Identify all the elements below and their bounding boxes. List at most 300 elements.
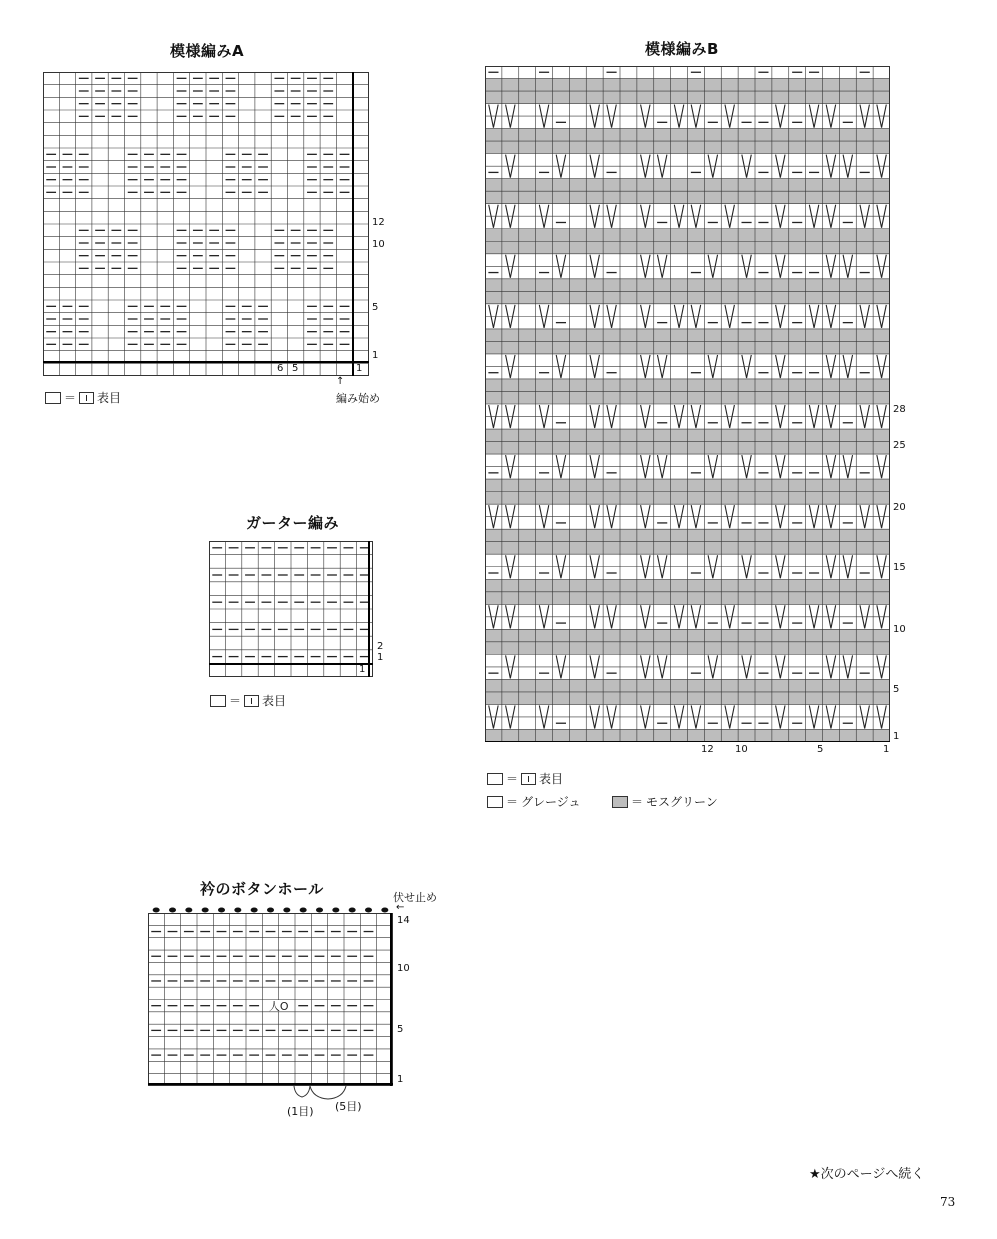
green-cell [654,379,671,392]
green-cell [688,692,705,705]
green-cell [755,91,772,104]
column-number: 10 [735,744,748,755]
green-cell [586,479,603,492]
green-cell [839,542,856,555]
green-cell [738,129,755,142]
blank-square-icon [487,796,503,808]
green-cell [704,279,721,292]
green-cell [485,379,502,392]
green-cell [839,141,856,154]
green-cell [755,592,772,605]
green-cell [806,429,823,442]
green-cell [553,229,570,242]
green-cell [637,229,654,242]
green-cell [789,241,806,254]
green-cell [569,329,586,342]
green-cell [704,379,721,392]
green-cell [519,429,536,442]
green-cell [873,479,890,492]
green-cell [823,542,840,555]
row-number: 12 [372,217,385,228]
green-cell [654,692,671,705]
green-cell [637,379,654,392]
green-cell [721,442,738,455]
green-cell [704,291,721,304]
green-cell [553,379,570,392]
bind-off-dot [300,908,307,913]
green-cell [603,179,620,192]
buttonhole-symbols: 人O [268,999,289,1013]
green-cell [519,592,536,605]
green-cell [772,291,789,304]
column-number: 1 [356,363,363,374]
bind-off-dot [316,908,323,913]
green-cell [637,141,654,154]
green-cell [738,679,755,692]
green-cell [553,592,570,605]
green-cell [738,229,755,242]
green-cell [569,629,586,642]
green-cell [856,291,873,304]
green-cell [654,391,671,404]
green-cell [721,642,738,655]
green-cell [789,179,806,192]
green-cell [688,341,705,354]
green-cell [637,91,654,104]
green-cell [671,329,688,342]
green-cell [519,542,536,555]
green-cell [789,429,806,442]
green-cell [839,629,856,642]
green-cell [839,479,856,492]
green-cell [856,279,873,292]
green-cell [873,642,890,655]
green-cell [704,129,721,142]
green-cell [789,341,806,354]
column-number: 12 [701,744,714,755]
green-cell [586,692,603,705]
green-cell [772,79,789,92]
green-cell [485,642,502,655]
green-cell [806,91,823,104]
green-cell [873,442,890,455]
green-cell [873,229,890,242]
green-cell [569,529,586,542]
green-cell [738,729,755,742]
green-cell [789,629,806,642]
green-cell [553,279,570,292]
green-cell [620,141,637,154]
green-cell [637,492,654,505]
green-cell [637,529,654,542]
green-cell [553,692,570,705]
green-cell [823,229,840,242]
green-cell [823,642,840,655]
green-cell [772,679,789,692]
green-cell [654,329,671,342]
green-cell [704,492,721,505]
green-cell [502,191,519,204]
green-cell [536,379,553,392]
green-cell [502,429,519,442]
green-cell [519,279,536,292]
green-cell [586,679,603,692]
green-cell [620,229,637,242]
count-5-label: (5目) [335,1100,362,1113]
green-cell [738,542,755,555]
green-cell [806,729,823,742]
green-cell [704,442,721,455]
green-cell [637,129,654,142]
green-cell [502,642,519,655]
green-cell [519,179,536,192]
green-cell [637,241,654,254]
green-cell [738,329,755,342]
green-cell [806,391,823,404]
green-cell [704,79,721,92]
green-cell [654,191,671,204]
green-cell [806,329,823,342]
green-cell [620,542,637,555]
green-cell [637,629,654,642]
green-cell [569,642,586,655]
green-cell [721,579,738,592]
green-cell [755,492,772,505]
green-cell [873,141,890,154]
green-cell [789,91,806,104]
green-cell [620,279,637,292]
green-cell [856,642,873,655]
green-cell [839,642,856,655]
green-cell [806,529,823,542]
green-cell [721,91,738,104]
green-cell [806,379,823,392]
green-cell [620,692,637,705]
green-cell [772,329,789,342]
green-cell [485,191,502,204]
green-cell [671,291,688,304]
green-cell [738,91,755,104]
green-cell [688,729,705,742]
green-cell [569,191,586,204]
green-cell [688,291,705,304]
green-cell [654,629,671,642]
green-cell [789,592,806,605]
green-cell [485,291,502,304]
green-cell [721,542,738,555]
green-cell [569,241,586,254]
green-cell [688,329,705,342]
green-cell [873,341,890,354]
green-cell [536,592,553,605]
gray-square-icon [612,796,628,808]
green-cell [772,692,789,705]
green-cell [772,179,789,192]
green-cell [654,241,671,254]
green-cell [553,241,570,254]
green-cell [502,129,519,142]
green-cell [856,241,873,254]
green-cell [502,542,519,555]
green-cell [654,642,671,655]
green-cell [806,642,823,655]
green-cell [586,629,603,642]
green-cell [772,579,789,592]
green-cell [688,529,705,542]
green-cell [873,579,890,592]
green-cell [502,391,519,404]
green-cell [519,729,536,742]
legend-equals: ＝ [506,772,519,786]
legend-text: グレージュ [521,795,581,809]
green-cell [823,241,840,254]
green-cell [603,579,620,592]
pattern-a-title: 模様編みA [170,42,245,60]
green-cell [806,442,823,455]
green-cell [536,642,553,655]
green-cell [704,529,721,542]
green-cell [671,179,688,192]
green-cell [536,179,553,192]
green-cell [789,229,806,242]
green-cell [603,642,620,655]
green-cell [839,229,856,242]
green-cell [671,229,688,242]
green-cell [873,629,890,642]
green-cell [485,241,502,254]
green-cell [553,579,570,592]
green-cell [586,341,603,354]
green-cell [654,442,671,455]
green-cell [755,179,772,192]
green-cell [806,291,823,304]
green-cell [603,629,620,642]
green-cell [586,391,603,404]
green-cell [586,191,603,204]
pattern-a-chart [43,72,369,376]
green-cell [721,379,738,392]
green-cell [620,592,637,605]
green-cell [839,341,856,354]
green-cell [806,692,823,705]
green-cell [856,729,873,742]
green-cell [688,279,705,292]
green-cell [569,679,586,692]
green-cell [755,542,772,555]
knit-stitch-icon [79,392,94,404]
green-cell [620,492,637,505]
pattern-b-legend-knit [487,770,563,787]
green-cell [789,279,806,292]
green-cell [519,379,536,392]
bind-off-dot [153,908,160,913]
green-cell [772,442,789,455]
green-cell [671,679,688,692]
green-cell [671,592,688,605]
green-cell [823,492,840,505]
green-cell [569,141,586,154]
green-cell [688,542,705,555]
green-cell [823,592,840,605]
green-cell [519,91,536,104]
green-cell [856,329,873,342]
green-cell [772,391,789,404]
green-cell [637,429,654,442]
green-cell [671,542,688,555]
green-cell [823,141,840,154]
green-cell [519,79,536,92]
green-cell [671,442,688,455]
knit-stitch-icon [521,773,536,785]
green-cell [789,329,806,342]
green-cell [502,229,519,242]
green-cell [569,492,586,505]
green-cell [586,529,603,542]
green-cell [553,479,570,492]
green-cell [738,379,755,392]
bind-off-dot [251,908,258,913]
green-cell [856,629,873,642]
green-cell [485,492,502,505]
row-number: 5 [397,1024,404,1035]
green-cell [755,241,772,254]
green-cell [671,492,688,505]
green-cell [721,592,738,605]
green-cell [603,542,620,555]
green-cell [856,542,873,555]
green-cell [603,692,620,705]
green-cell [721,629,738,642]
green-cell [536,692,553,705]
continued-note: ★次のページへ続く [809,1167,925,1182]
green-cell [603,492,620,505]
buttonhole-svg [148,913,393,1086]
green-cell [688,191,705,204]
green-cell [654,479,671,492]
row-number: 10 [397,963,410,974]
green-cell [519,391,536,404]
row-number: 14 [397,915,410,926]
green-cell [738,592,755,605]
bind-off-label: 伏せ止め [393,891,437,904]
green-cell [620,129,637,142]
green-cell [519,579,536,592]
green-cell [688,492,705,505]
column-number: 5 [292,363,299,374]
green-cell [721,679,738,692]
green-cell [620,642,637,655]
green-cell [721,241,738,254]
green-cell [620,479,637,492]
green-cell [553,729,570,742]
green-cell [755,692,772,705]
green-cell [637,442,654,455]
green-cell [536,442,553,455]
green-cell [772,141,789,154]
green-cell [873,492,890,505]
green-cell [502,679,519,692]
green-cell [704,329,721,342]
green-cell [654,341,671,354]
green-cell [502,692,519,705]
green-cell [620,241,637,254]
green-cell [806,241,823,254]
green-cell [839,729,856,742]
green-cell [553,442,570,455]
green-cell [586,141,603,154]
green-cell [654,229,671,242]
green-cell [569,341,586,354]
green-cell [839,492,856,505]
green-cell [485,141,502,154]
green-cell [755,529,772,542]
green-cell [671,279,688,292]
green-cell [772,191,789,204]
green-cell [772,492,789,505]
green-cell [654,291,671,304]
green-cell [637,391,654,404]
green-cell [823,679,840,692]
green-cell [772,129,789,142]
green-cell [637,341,654,354]
bind-off-dot [234,908,241,913]
green-cell [485,679,502,692]
green-cell [620,179,637,192]
green-cell [688,241,705,254]
green-cell [839,179,856,192]
green-cell [536,279,553,292]
green-cell [721,529,738,542]
green-cell [485,479,502,492]
green-cell [721,79,738,92]
green-cell [755,279,772,292]
bind-off-dot [283,908,290,913]
row-number: 10 [893,624,906,635]
green-cell [485,79,502,92]
green-cell [738,692,755,705]
green-cell [603,679,620,692]
green-cell [823,79,840,92]
green-cell [620,379,637,392]
green-cell [755,429,772,442]
row-number: 15 [893,562,906,573]
green-cell [485,129,502,142]
green-cell [654,492,671,505]
pattern-a-legend [45,389,121,406]
green-cell [603,79,620,92]
pattern-b-legend-greige [487,793,581,810]
green-cell [620,442,637,455]
pattern-b-svg [485,66,890,742]
green-cell [873,291,890,304]
green-cell [721,429,738,442]
green-cell [671,629,688,642]
green-cell [755,379,772,392]
green-cell [637,679,654,692]
green-cell [553,629,570,642]
green-cell [536,729,553,742]
legend-equals: ＝ [229,694,242,708]
green-cell [688,592,705,605]
green-cell [721,141,738,154]
green-cell [519,191,536,204]
green-cell [721,229,738,242]
green-cell [671,241,688,254]
green-cell [823,91,840,104]
green-cell [536,329,553,342]
green-cell [806,279,823,292]
green-cell [856,91,873,104]
